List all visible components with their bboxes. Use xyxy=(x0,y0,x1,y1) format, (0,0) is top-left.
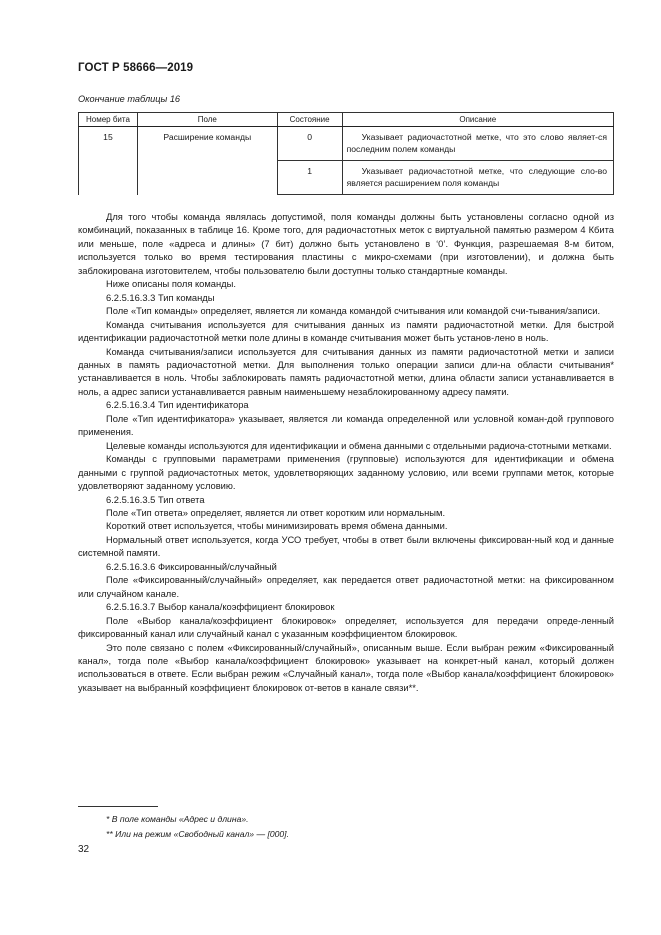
footnote: ** Или на режим «Свободный канал» — [000]. xyxy=(106,829,289,839)
section-heading: 6.2.5.16.3.7 Выбор канала/коэффициент блокировок xyxy=(106,602,335,613)
paragraph: Для того чтобы команда являлась допустимой, поля команды должны быть установлены согласно одной из комбинаций, показанных в таблице 16. Кроме того, для радиочастотных меток с виртуальной памятью размером 4 Кбита или меньше, поле «адреса и длины» (7 бит) должно быть установлено в ‘0’. Функция, разрешаемая 8-м битом, используется только во время тестирования пластины с микро-схемами (при изготовлении), и должна быть заблокирована изготовителем, чтобы пользователю были доступны только стандартные команды. xyxy=(78,212,614,276)
paragraph: Нормальный ответ используется, когда УСО требует, чтобы в ответ были включены фиксирован-ный код и данные системной памяти. xyxy=(78,534,614,559)
section-heading: 6.2.5.16.3.4 Тип идентификатора xyxy=(106,400,249,411)
table-caption: Окончание таблицы 16 xyxy=(78,94,181,104)
col-header-field: Поле xyxy=(137,113,277,127)
footnote-divider xyxy=(78,806,158,807)
description-text: Указывает радиочастотной метке, что следующие сло-во является расширением поля команды xyxy=(346,166,607,188)
bit-number-cell: 15 xyxy=(79,127,138,195)
field-cell: Расширение команды xyxy=(137,127,277,195)
paragraph: Поле «Тип команды» определяет, является ли команда командой считывания или командой счи-тывания/записи. xyxy=(106,306,601,317)
paragraph: Команда считывания используется для считывания данных из памяти радиочастотной метки. Для быстрой идентификации радиочастотной метки поле длины в команде считывания может быть установ-лено в ноль. xyxy=(78,319,614,344)
body-text xyxy=(78,211,614,695)
paragraph: Поле «Тип ответа» определяет, является ли ответ коротким или нормальным. xyxy=(106,507,446,518)
col-header-bit: Номер бита xyxy=(79,113,138,127)
table-row xyxy=(79,127,614,161)
paragraph: Поле «Выбор канала/коэффициент блокировок» определяет, используется для передачи опреде-ленный фиксированный канал или случайный канал с указанным коэффициентом блокировок. xyxy=(78,615,614,640)
document-header: ГОСТ Р 58666—2019 xyxy=(78,62,194,74)
table-16 xyxy=(78,112,614,195)
description-cell xyxy=(342,161,613,195)
description-cell xyxy=(342,127,613,161)
description-text: Указывает радиочастотной метке, что это слово являет-ся последним полем команды xyxy=(346,132,607,154)
paragraph: Целевые команды используются для идентификации и обмена данными с отдельными радиоча-стотными метками. xyxy=(106,440,612,451)
paragraph: Команда считывания/записи используется для считывания данных из памяти радиочастотной метки и записи данных в память радиочастотной метки. Для выполнения только операции записи дли-на области считывания* устанавливается в ноль. Чтобы заблокировать память радиочастотной метки, длина области записи устанавливается в ноль, а адрес записи устанавливается равным наименьшему незаблокированному адресу памяти. xyxy=(78,346,614,397)
col-header-state: Состояние xyxy=(277,113,342,127)
col-header-description: Описание xyxy=(342,113,613,127)
footnote: * В поле команды «Адрес и длина». xyxy=(106,814,249,824)
state-cell: 1 xyxy=(277,161,342,195)
paragraph: Поле «Фиксированный/случайный» определяет, как передается ответ радиочастотной метки: на фиксированном или случайном канале. xyxy=(78,575,614,599)
table-header-row xyxy=(79,113,614,127)
section-heading: 6.2.5.16.3.6 Фиксированный/случайный xyxy=(106,561,277,572)
section-heading: 6.2.5.16.3.5 Тип ответа xyxy=(106,494,205,505)
paragraph: Короткий ответ используется, чтобы минимизировать время обмена данными. xyxy=(106,521,448,532)
paragraph: Поле «Тип идентификатора» указывает, является ли команда определенной или условной коман-дой группового применения. xyxy=(78,413,614,438)
paragraph: Команды с групповыми параметрами применения (групповые) используются для идентификации и обмена данными с группой радиочастотных меток, удовлетворяющих заданному условию, или всеми группами меток, которые удовлетворяют заданному условию. xyxy=(78,454,614,492)
state-cell: 0 xyxy=(277,127,342,161)
paragraph: Это поле связано с полем «Фиксированный/случайный», описанным выше. Если выбран режим «Фиксированный канал», тогда поле «Выбор канала/коэффициент блокировок» указывает на конкрет-ный канал, который должен использоваться в ответе. Если выбран режим «Случайный канал», тогда поле «Выбор канала/коэффициент блокировок» указывает на выбранный коэффициент блокировок от-ветов в канале связи**. xyxy=(78,642,614,693)
paragraph: Ниже описаны поля команды. xyxy=(106,279,236,290)
section-heading: 6.2.5.16.3.3 Тип команды xyxy=(106,292,215,303)
page-number: 32 xyxy=(78,844,90,855)
